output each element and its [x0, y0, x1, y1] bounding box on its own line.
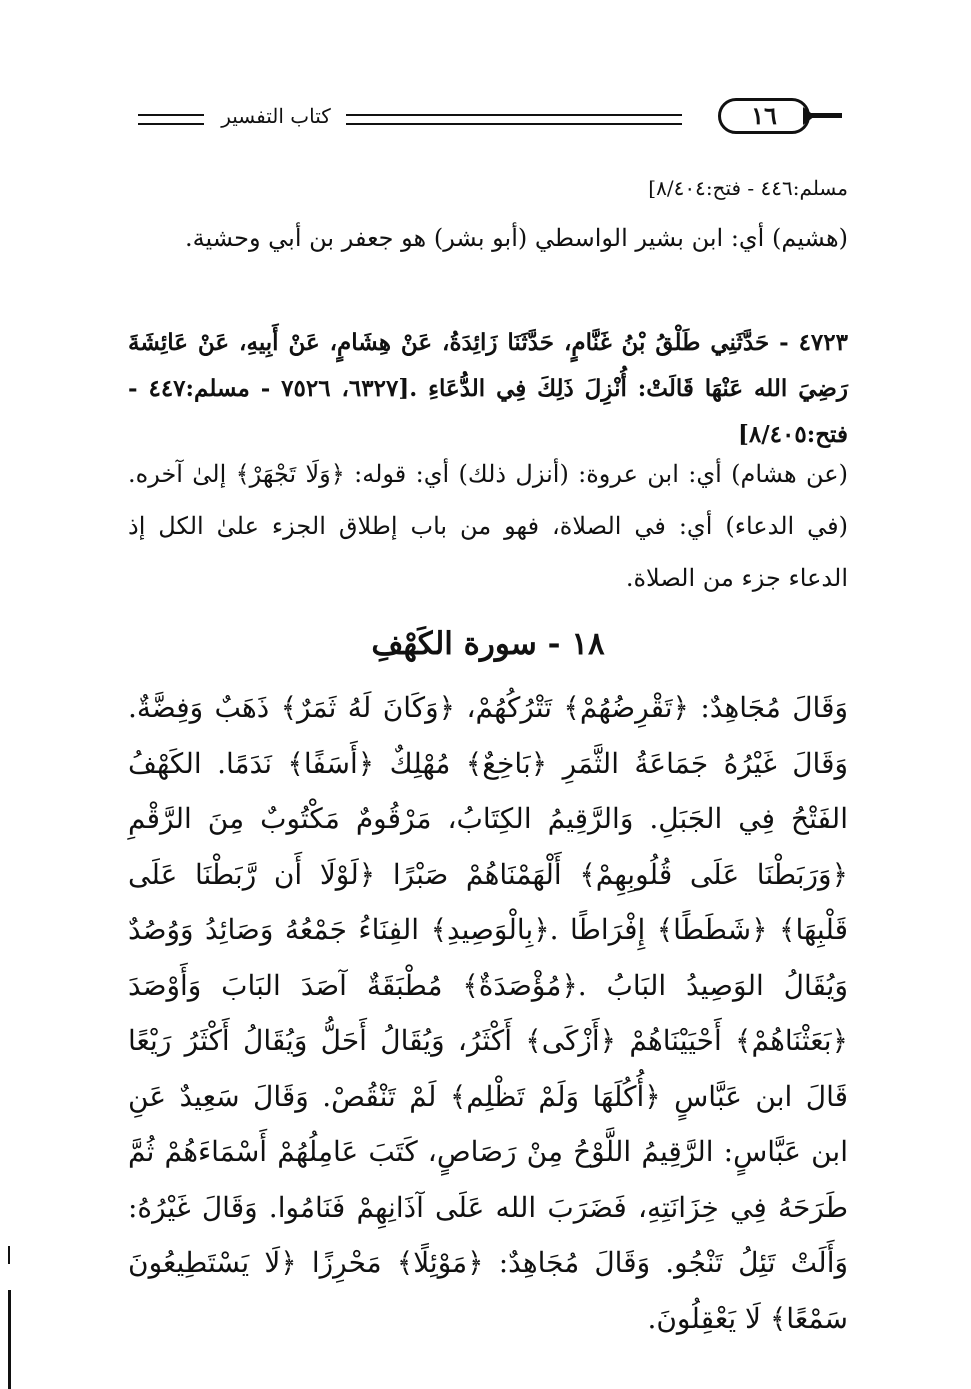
page-header [130, 96, 846, 140]
reference-line: مسلم:٤٤٦ - فتح:٨/٤٠٤] [648, 176, 848, 200]
margin-scan-mark [8, 1290, 11, 1389]
page-number-badge: ١٦ [718, 98, 810, 134]
book-title: كتاب التفسير [221, 104, 331, 128]
page-badge-tail [806, 113, 842, 118]
margin-scan-mark-small [8, 1246, 10, 1264]
commentary-hisham: (عن هشام) أي: ابن عروة: (أنزل ذلك) أي: قوله: ﴿وَلَا تَجْهَرْ﴾ إلىٰ آخره. (في الدعاء) أي: في الصلاة، فهو من باب إطلاق الجزء علىٰ الكل إذ الدعاء جزء من الصلاة. [128, 460, 848, 592]
surah-title: ١٨ - سورة الكَهْفِ [371, 626, 605, 662]
hadith-4723: ٤٧٢٣ - حَدَّثَنِي طَلْقُ بْنُ غَنَّامٍ، حَدَّثَنَا زَائِدَةُ، عَنْ هِشَامٍ، عَنْ أَبِيهِ، عَنْ عَائِشَةَ رَضِيَ الله عَنْهَا قَالَتْ: أُنْزِلَ ذَلِكَ فِي الدُّعَاءِ .[٦٣٢٧، ٧٥٢٦ - مسلم:٤٤٧ - فتح:٨/٤٠٥] [128, 329, 849, 448]
surah-tafsir-text: وَقَالَ مُجَاهِدٌ: ﴿تَقْرِضُهُمْ﴾ تَتْرُكُهُمْ، ﴿وَكَانَ لَهُ ثَمَرٌ﴾ ذَهَبٌ وَفِضَّةٌ. وَقَالَ غَيْرُهُ جَمَاعَةُ الثَّمَرِ ﴿بَاخِعٌ﴾ مُهْلِكٌ ﴿أَسَفًا﴾ نَدَمًا. الكَهْفُ الفَتْحُ فِي الجَبَلِ. وَالرَّقِيمُ الكِتَابُ، مَرْقُومٌ مَكْتُوبٌ مِنَ الرَّقْمِ ﴿وَرَبَطْنَا عَلَى قُلُوبِهِمْ﴾ أَلْهَمْنَاهُمْ صَبْرًا ﴿لَوْلَا أَن رَّبَطْنَا عَلَى قَلْبِهَا﴾ ﴿شَطَطًا﴾ إِفْرَاطًا .﴿بِالْوَصِيدِ﴾ الفِنَاءُ جَمْعُهُ وَصَائِدُ وَوُصُدٌ وَيُقَالُ الوَصِيدُ البَابُ .﴿مُؤْصَدَةٌ﴾ مُطْبَقَةٌ آصَدَ البَابَ وَأَوْصَدَ ﴿بَعَثْنَاهُمْ﴾ أَحْيَيْنَاهُمْ ﴿أَزْكَى﴾ أَكْثَرُ، وَيُقَالُ أَحَلُّ وَيُقَالُ أَكْثَرُ رَيْعًا قَالَ ابن عَبَّاسٍ ﴿أُكُلَهَا وَلَمْ تَظْلِم﴾ لَمْ تَنْقُصْ. وَقَالَ سَعِيدٌ عَنِ ابن عَبَّاسٍ: الرَّقِيمُ اللَّوْحُ مِنْ رَصَاصٍ، كَتَبَ عَامِلُهُمْ أَسْمَاءَهُمْ ثُمَّ طَرَحَهُ فِي خِزَانَتِهِ، فَضَرَبَ الله عَلَى آذَانِهِمْ فَنَامُوا. وَقَالَ غَيْرُهُ: وَأَلَتْ تَئِلُ تَنْجُو. وَقَالَ مُجَاهِدٌ: ﴿مَوْئِلًا﴾ مَحْرِزًا ﴿لَا يَسْتَطِيعُونَ سَمْعًا﴾ لَا يَعْقِلُونَ. [128, 691, 848, 1335]
header-rule-middle [346, 114, 682, 125]
header-rule-left [138, 114, 204, 125]
commentary-hushaym: (هشيم) أي: ابن بشير الواسطي (أبو بشر) هو جعفر بن أبي وحشية. [184, 224, 848, 252]
